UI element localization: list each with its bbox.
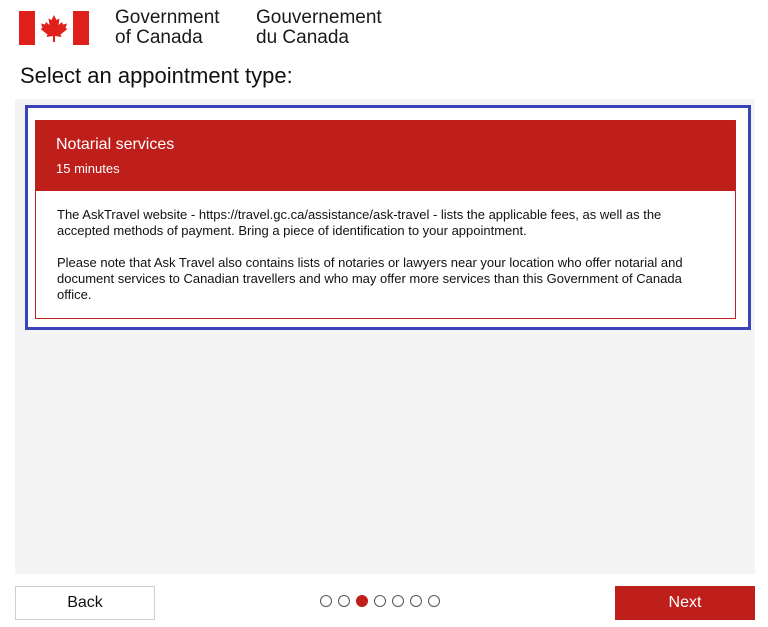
wordmark-en-line2: of Canada [115, 27, 203, 48]
appointment-title: Notarial services [56, 136, 175, 153]
step-indicator [320, 595, 440, 609]
step-dot-3-current [356, 595, 368, 607]
canada-flag-icon [19, 11, 89, 45]
wordmark-fr-line2: du Canada [256, 27, 349, 48]
page-title: Select an appointment type: [20, 63, 293, 88]
back-button[interactable]: Back [15, 586, 155, 620]
step-dot-2 [338, 595, 350, 607]
step-dot-7 [428, 595, 440, 607]
appointment-header [36, 121, 735, 191]
next-button[interactable]: Next [615, 586, 755, 620]
wordmark-english [115, 8, 220, 48]
appointment-description-p2: Please note that Ask Travel also contains lists of notaries or lawyers near your location who offer notarial and document services to Canadian travellers and who may offer more services than this Government of Canada office. [57, 255, 683, 302]
step-dot-4 [374, 595, 386, 607]
gc-header [0, 0, 768, 60]
step-dot-1 [320, 595, 332, 607]
wordmark-en-line1: Government [115, 7, 220, 28]
appointment-duration: 15 minutes [56, 161, 120, 176]
appointment-description-p1: The AskTravel website - https://travel.gc.ca/assistance/ask-travel - lists the applicable fees, as well as the accepted methods of payment. Bring a piece of identification to your appointment. [57, 207, 662, 238]
wordmark-fr-line1: Gouvernement [256, 7, 382, 28]
appointment-description [57, 207, 717, 303]
step-dot-5 [392, 595, 404, 607]
appointment-option-notarial[interactable] [35, 120, 736, 319]
wordmark-french [256, 8, 382, 48]
step-dot-6 [410, 595, 422, 607]
